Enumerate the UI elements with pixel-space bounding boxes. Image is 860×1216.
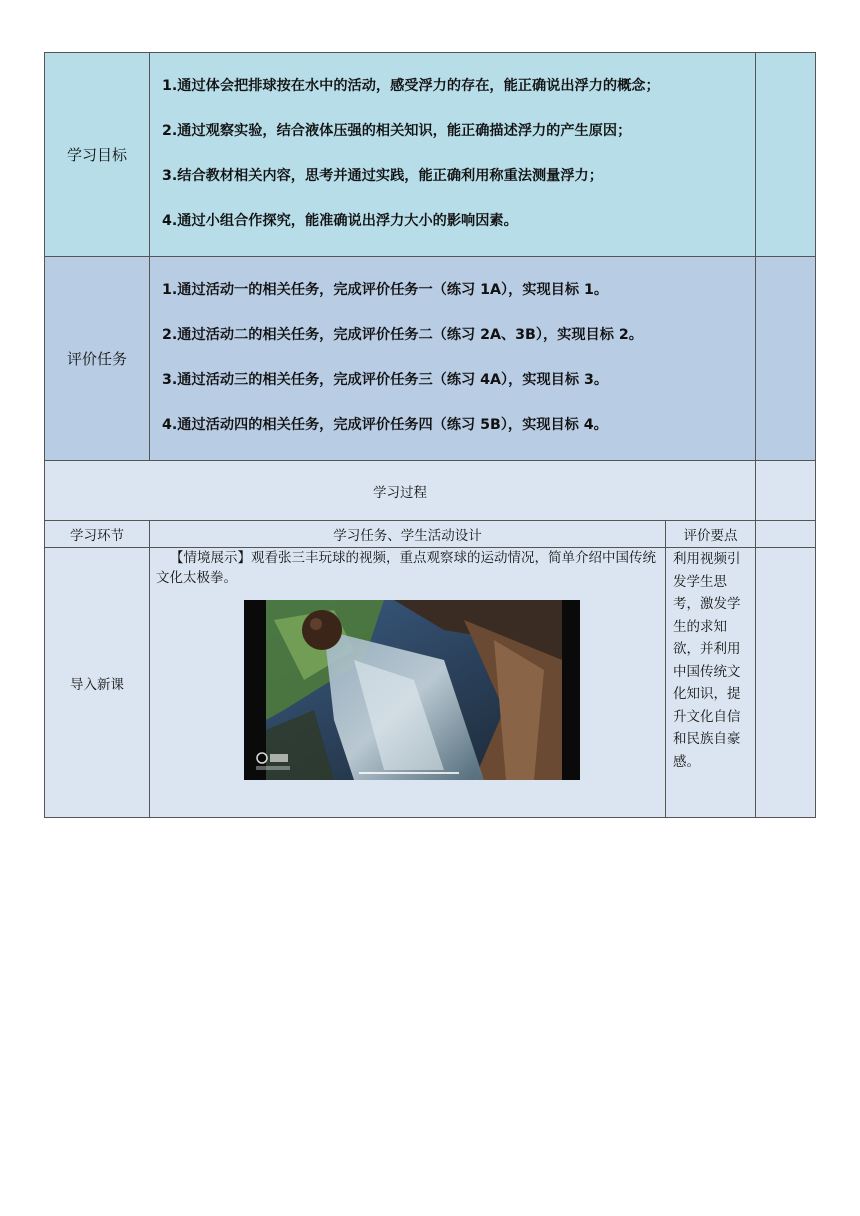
goal-item: 4.通过小组合作探究，能准确说出浮力大小的影响因素。 [162,213,518,229]
intro-eval-point: 利用视频引发学生思考，激发学生的求知欲，并利用中国传统文化知识，提升文化自信和民族自豪感。 [665,548,755,818]
video-still-image[interactable] [244,600,580,780]
eval-item: 1.通过活动一的相关任务，完成评价任务一（练习 1A），实现目标 1。 [162,282,609,298]
eval-extra-cell [756,257,816,461]
process-header-row [45,521,816,548]
intro-text: 【情境展示】观看张三丰玩球的视频，重点观察球的运动情况，简单介绍中国传统文化太极拳。 [156,550,656,586]
header-stage: 学习环节 [45,521,150,548]
eval-item: 4.通过活动四的相关任务，完成评价任务四（练习 5B），实现目标 4。 [162,417,608,433]
header-extra-cell [756,521,816,548]
process-title: 学习过程 [45,461,756,521]
intro-extra-cell [756,548,816,818]
eval-label: 评价任务 [45,257,150,461]
intro-content [150,548,666,818]
video-scene-graphic [244,600,580,780]
intro-row [45,548,816,818]
process-extra-cell [756,461,816,521]
goal-item: 1.通过体会把排球按在水中的活动，感受浮力的存在，能正确说出浮力的概念； [162,78,660,94]
goals-list [150,53,756,257]
goal-item: 3.结合教材相关内容，思考并通过实践，能正确利用称重法测量浮力； [162,168,603,184]
goals-row [45,53,816,257]
intro-label: 导入新课 [45,548,150,818]
eval-item: 2.通过活动二的相关任务，完成评价任务二（练习 2A、3B），实现目标 2。 [162,327,643,343]
goals-extra-cell [756,53,816,257]
header-eval: 评价要点 [665,521,755,548]
eval-list [150,257,756,461]
eval-row [45,257,816,461]
process-title-row [45,461,816,521]
eval-item: 3.通过活动三的相关任务，完成评价任务三（练习 4A），实现目标 3。 [162,372,609,388]
goal-item: 2.通过观察实验，结合液体压强的相关知识，能正确描述浮力的产生原因； [162,123,632,139]
lesson-plan-table [44,52,816,818]
goals-label: 学习目标 [45,53,150,257]
header-task: 学习任务、学生活动设计 [150,521,666,548]
